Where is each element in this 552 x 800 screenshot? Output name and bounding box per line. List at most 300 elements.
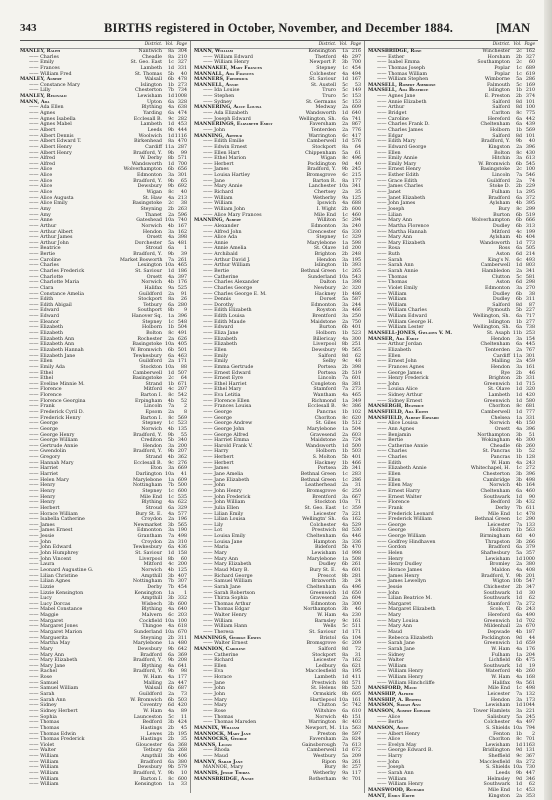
entry-page: 432 — [525, 500, 535, 506]
entry-name: —— Mary Elizabeth — [377, 240, 426, 246]
entry-page: 480 — [177, 641, 187, 647]
entry-volume: 8c — [168, 776, 174, 782]
entry-page: 341 — [351, 466, 361, 472]
entry-district: Wimborne — [484, 77, 510, 83]
entry-district: Prestwich — [311, 528, 336, 534]
entry-district: St. Thomas — [134, 71, 162, 77]
entry-page: 500 — [351, 443, 361, 449]
entry-district: Dewsbury — [137, 646, 162, 652]
entry-volume: 8b — [341, 573, 348, 579]
entry-name: —— Elizabeth Annie — [377, 466, 427, 472]
entry-name: —— Mary — [29, 646, 53, 652]
entry-page: 190 — [177, 528, 187, 534]
entry-page: 454 — [177, 584, 187, 590]
entry-name: MANSFORD, Maud — [368, 685, 417, 692]
entry-district: Colchester — [309, 71, 336, 77]
entry-district: Norwich — [141, 567, 162, 573]
entry-volume: 4b — [167, 398, 174, 404]
entry-volume: 10a — [165, 629, 174, 635]
entry-district: Warrington — [308, 133, 336, 139]
entry-page: 505 — [525, 246, 535, 252]
entry-name: —— Rose — [29, 675, 52, 681]
entry-name: —— Sarah Ann — [29, 697, 66, 703]
entry-volume: 6a — [168, 545, 174, 551]
entry-district: Edmonton — [136, 528, 162, 534]
entry-page: 33 — [180, 782, 187, 788]
entry-name: —— John William — [203, 500, 246, 506]
entry-volume: 2b — [515, 94, 522, 100]
entry-volume: 3b — [515, 477, 522, 483]
entry-district: Wisbech — [141, 601, 162, 607]
entry-district: Bedford — [142, 720, 162, 726]
entry-volume: 11a — [339, 725, 348, 731]
entry-district: W. Ham — [491, 460, 510, 466]
entry-district: I. Wight — [316, 206, 336, 212]
entry-district: Salford — [492, 99, 510, 105]
entry-district: Wiltshire — [313, 708, 336, 714]
entry-district: Kensington — [134, 590, 162, 596]
entry-district: Maldon — [491, 567, 510, 573]
entry-name: —— Bertie — [377, 720, 404, 726]
entry-page: 31 — [354, 483, 361, 489]
entry-name: —— Ethel Harriet — [203, 381, 247, 387]
entry-volume: 1a — [168, 641, 174, 647]
entry-name: —— Florence — [29, 387, 62, 393]
entry-name: —— Martha May — [29, 641, 71, 647]
entry-page: 186 — [177, 268, 187, 274]
entry-district: Poplar — [494, 71, 510, 77]
entry-volume: 4b — [515, 483, 522, 489]
entry-name: —— Lilian Beatrice M. — [377, 596, 432, 602]
entry-name: MANSON, Sarah Ann — [368, 702, 421, 709]
entry-page: 261 — [351, 759, 361, 765]
entry-page: 330 — [351, 229, 361, 235]
entry-name: —— Bertie — [29, 252, 56, 258]
entry-district: Bolton — [146, 331, 162, 337]
entry-page: 200 — [177, 562, 187, 568]
entry-name: —— Walter Henry — [203, 613, 247, 619]
entry-name: —— Ernest Edward — [203, 370, 251, 376]
entry-volume: 7a — [168, 404, 174, 410]
entry-volume: 9b — [167, 432, 174, 438]
entry-volume: 1b — [341, 331, 348, 337]
entry-district: Newport P. — [309, 60, 336, 66]
entry-volume: 9a — [168, 285, 174, 291]
entry-volume: 6a — [342, 517, 348, 523]
entry-volume: 4a — [342, 336, 348, 342]
entry-volume: 3b — [167, 754, 174, 760]
entry-district: Pocklington — [307, 161, 336, 167]
entry-district: Marylebone — [132, 641, 162, 647]
entry-name: —— Harriet Emma — [203, 438, 250, 444]
entry-volume: 4c — [516, 229, 522, 235]
entry-name: —— Herbert — [203, 161, 234, 167]
entry-name: —— Amy — [29, 206, 51, 212]
entry-district: Salford — [492, 133, 510, 139]
entry-volume: 9c — [516, 754, 522, 760]
entry-district: Ormskirk — [313, 692, 336, 698]
entry-volume: 8a — [342, 669, 348, 675]
entry-page: 46 — [528, 370, 535, 376]
entry-volume: 6a — [342, 708, 348, 714]
entry-volume: 1d — [167, 65, 174, 71]
entry-volume: 1d — [515, 393, 522, 399]
entry-volume: 1d — [341, 139, 348, 145]
entry-district: Ross — [498, 246, 510, 252]
entry-volume: 6a — [168, 759, 174, 765]
entry-name: —— William — [377, 302, 407, 308]
entry-volume: 7b — [167, 584, 174, 590]
entry-district: Bradford, Y. — [481, 139, 510, 145]
column-heading-vol: Vol. — [165, 42, 174, 47]
entry-name: —— Edgar — [377, 133, 403, 139]
entry-district: Liverpool — [139, 556, 162, 562]
entry-volume: 3b — [341, 579, 348, 585]
entry-volume: 6b — [167, 347, 174, 353]
entry-district: Wigan — [320, 156, 336, 162]
entry-name: —— Jessie — [29, 534, 55, 540]
entry-name: MANNIX, William — [194, 724, 240, 731]
entry-page: 329 — [177, 505, 187, 511]
entry-page: 24 — [354, 579, 361, 585]
entry-name: —— Lilian — [377, 212, 402, 218]
entry-name: —— John Humphrey — [29, 551, 79, 557]
entry-district: Barton I. — [140, 415, 162, 421]
entry-page: 161 — [351, 618, 361, 624]
entry-page: 310 — [177, 539, 187, 545]
entry-page: 329 — [351, 235, 361, 241]
entry-district: Halifax — [144, 285, 162, 291]
entry-volume: 5a — [516, 551, 522, 557]
entry-name: —— Dennis — [203, 297, 231, 303]
entry-page: 353 — [525, 793, 535, 799]
entry-name: —— Elizabeth — [203, 342, 238, 348]
entry-name: —— Sidney — [29, 703, 57, 709]
entry-district: Birkenhead — [133, 139, 162, 145]
entry-volume: 8b — [167, 308, 174, 314]
entry-page: 131 — [525, 748, 535, 754]
entry-volume: 2a — [516, 144, 522, 150]
entry-name: —— Isabella Catherine — [29, 517, 85, 523]
entry-volume: 2b — [167, 206, 174, 212]
entry-name: —— Elizabeth — [29, 331, 64, 337]
page-header — [20, 22, 538, 36]
entry-district: Guildford — [138, 692, 162, 698]
entry-name: —— Thomas — [29, 720, 60, 726]
entry-volume: 9b — [167, 178, 174, 184]
entry-page: 204 — [525, 652, 535, 658]
entry-district: Basingstoke — [132, 201, 162, 207]
entry-page: 565 — [351, 347, 361, 353]
entry-district: Stepney — [316, 235, 336, 241]
entry-volume: 4a — [168, 105, 174, 111]
entry-district: Basingstoke — [480, 167, 510, 173]
entry-volume: 6c — [342, 488, 348, 494]
entry-volume: 8a — [516, 759, 522, 765]
entry-volume: 2a — [342, 127, 348, 133]
entry-volume: 8d — [341, 353, 348, 359]
entry-name: —— Julia Ellen — [203, 505, 240, 511]
entry-district: Marylebone — [132, 477, 162, 483]
entry-name: —— Elizabeth Hannah — [29, 347, 84, 353]
entry-district: Salford — [492, 302, 510, 308]
entry-page: 478 — [177, 77, 187, 83]
entry-name: —— Edward — [29, 308, 60, 314]
entry-page: 1 — [183, 246, 187, 252]
entry-district: Gravesend — [310, 596, 336, 602]
entry-page: 403 — [351, 720, 361, 726]
entry-district: Bradford, Y. — [133, 252, 162, 258]
entry-district: Wolverhampton — [471, 218, 510, 224]
entry-district: Wandsworth — [479, 240, 510, 246]
entry-volume: 8b — [341, 692, 348, 698]
entry-volume: 4b — [167, 455, 174, 461]
entry-page: 45 — [180, 725, 187, 731]
entry-volume: 3a — [516, 336, 522, 342]
entry-district: Aston — [496, 252, 510, 258]
entry-volume: 1d — [515, 618, 522, 624]
entry-volume: 1d — [341, 675, 348, 681]
entry-volume: 7a — [342, 376, 348, 382]
entry-name: —— Ellen — [29, 359, 53, 365]
entry-district: Brighton — [488, 376, 510, 382]
entry-district: St. Giles — [315, 421, 336, 427]
entry-district: Winchester — [482, 49, 510, 54]
entry-volume: 8c — [168, 415, 174, 421]
entry-page: 102 — [351, 410, 361, 415]
entry-name: —— Sidney Herbert — [29, 708, 78, 714]
entry-district: Ipswich — [317, 201, 336, 207]
entry-page: 313 — [525, 223, 535, 229]
entry-district: W. Ham — [317, 613, 336, 619]
entry-volume: 4a — [516, 646, 522, 652]
entry-page: 641 — [177, 663, 187, 669]
entry-district: Salford — [492, 105, 510, 111]
entry-volume: 3a — [342, 223, 348, 229]
entry-volume: 3a — [342, 539, 348, 545]
entry-volume: 9b — [167, 765, 174, 771]
entry-name: —— Esther Edith — [377, 173, 419, 179]
entry-page: 341 — [351, 184, 361, 190]
entry-volume: 9b — [167, 184, 174, 190]
entry-page: 331 — [525, 415, 535, 421]
entry-name: —— George — [29, 421, 58, 427]
entry-district: St. Geo. East — [304, 505, 336, 511]
entry-volume: 3a — [168, 229, 174, 235]
entry-district: Holborn — [142, 325, 162, 331]
entry-volume: 4a — [168, 274, 174, 280]
entry-name: —— Edward — [203, 325, 234, 331]
entry-district: St. Saviour — [135, 268, 162, 274]
entry-district: Aylsham — [489, 201, 510, 207]
entry-district: Maidstone — [310, 319, 336, 325]
entry-district: Dewsbury — [311, 347, 336, 353]
entry-name: —— Elizabeth Ann — [29, 342, 75, 348]
entry-name: MANSBRIDGE, Rose — [368, 48, 422, 54]
entry-district: Lambeth — [140, 65, 162, 71]
entry-district: Wantham — [313, 393, 336, 399]
entry-volume: 2a — [168, 680, 174, 686]
entry-volume: 8a — [342, 178, 348, 184]
column-heading-district: District. — [144, 42, 163, 47]
entry-district: Guildford — [138, 291, 162, 297]
entry-page: 600 — [177, 601, 187, 607]
entry-page: 61 — [354, 150, 361, 156]
entry-volume: 3a — [168, 443, 174, 449]
entry-district: Barton I. — [140, 393, 162, 399]
entry-page: 367 — [525, 754, 535, 760]
register-column — [20, 41, 190, 793]
entry-volume: 4b — [341, 54, 348, 60]
entry-volume: 1b — [341, 291, 348, 297]
entry-name: —— Harry — [203, 449, 229, 455]
entry-volume: 6c — [342, 641, 348, 647]
entry-volume: 7a — [342, 387, 348, 393]
entry-page: 332 — [177, 596, 187, 602]
entry-district: Islington — [314, 263, 336, 269]
entry-page: 331 — [177, 65, 187, 71]
entry-district: Bradford, Y. — [133, 771, 162, 776]
entry-district: Chippenham — [305, 150, 336, 156]
entry-name: —— Mary Ann — [203, 556, 239, 562]
entry-volume: 3b — [515, 472, 522, 478]
entry-page: 243 — [525, 460, 535, 466]
entry-district: Truro — [322, 94, 336, 100]
entry-name: —— Arthur James — [29, 235, 73, 241]
entry-page: 101 — [525, 99, 535, 105]
entry-page: 613 — [525, 156, 535, 162]
entry-volume: 4a — [168, 511, 174, 517]
column-heading-district: District. — [318, 42, 337, 47]
entry-name: —— Helen — [377, 551, 403, 557]
entry-page: 65 — [180, 178, 187, 184]
entry-volume: 6c — [342, 133, 348, 139]
entry-name: —— George Alfred — [203, 432, 249, 438]
entry-name: —— Ellen — [377, 353, 401, 359]
entry-name: MANSFIELD, Albert Edward — [368, 414, 439, 421]
entry-district: W. Ham — [143, 708, 162, 714]
entry-page: 681 — [525, 404, 535, 410]
entry-page: 397 — [177, 274, 187, 280]
entry-page: 19 — [528, 663, 535, 669]
entry-name: MANSELL, Ada Beatrice — [368, 87, 429, 94]
entry-volume: 4a — [342, 567, 348, 573]
entry-name: —— Mary Ann — [377, 624, 413, 630]
entry-page: 565 — [177, 522, 187, 528]
entry-page: 52 — [180, 398, 187, 404]
entry-volume: 2a — [342, 596, 348, 602]
entry-volume: 1c — [516, 466, 522, 472]
entry-name: —— Ethel — [29, 376, 54, 382]
entry-volume: 8a — [168, 297, 174, 303]
entry-volume: 4a — [516, 426, 522, 432]
entry-page: 407 — [177, 573, 187, 579]
entry-page: 40 — [528, 534, 535, 540]
entry-volume: 6b — [515, 223, 522, 229]
entry-name: —— Jane — [203, 178, 225, 184]
entry-volume: 5b — [167, 438, 174, 444]
entry-name: —— Thomas — [377, 274, 408, 280]
entry-name: —— Stephen — [203, 94, 235, 100]
entry-district: Pancras — [316, 410, 336, 415]
entry-page: 273 — [177, 82, 187, 88]
entry-page: 280 — [177, 302, 187, 308]
entry-district: S. Molton — [312, 455, 336, 461]
entry-volume: 2c — [516, 60, 522, 66]
entry-volume: 2b — [515, 54, 522, 60]
entry-district: Stroud — [145, 505, 162, 511]
entry-name: —— George John — [203, 426, 245, 432]
entry-district: Salford — [318, 353, 336, 359]
entry-volume: 1d — [167, 122, 174, 128]
entry-name: —— Edith Louisa — [203, 314, 245, 320]
entry-name: —— Jane Elizabeth — [203, 477, 250, 483]
entry-name: —— Gordon — [377, 545, 407, 551]
entry-volume: 4b — [167, 426, 174, 432]
entry-name: —— Joseph — [377, 765, 405, 771]
entry-name: —— George James — [377, 370, 423, 376]
entry-volume: 5c — [516, 82, 522, 88]
entry-volume: 2a — [168, 517, 174, 523]
entry-district: Bethnal Green — [300, 477, 336, 483]
entry-page: 336 — [351, 539, 361, 545]
entry-page: 263 — [177, 206, 187, 212]
entry-page: 794 — [525, 725, 535, 731]
entry-page: 580 — [525, 398, 535, 404]
entry-volume: 1d — [167, 94, 174, 100]
entry-volume: 8d — [341, 680, 348, 686]
entry-volume: 2a — [342, 438, 348, 444]
entry-district: Orsett — [146, 274, 162, 280]
entry-district: Mildenhall — [484, 624, 510, 630]
entry-volume: 3b — [167, 601, 174, 607]
entry-page: 221 — [525, 708, 535, 714]
entry-name: —— Ann Agnes — [377, 426, 415, 432]
entry-volume: 1d — [515, 596, 522, 602]
entry-page: 128 — [525, 455, 535, 461]
entry-district: Halifax — [492, 680, 510, 686]
entry-page: 161 — [525, 364, 535, 370]
entry-district: Barnsley — [314, 618, 336, 624]
entry-district: Brighton — [314, 252, 336, 258]
entry-page: 349 — [351, 398, 361, 404]
entry-district: Lanchester — [308, 184, 336, 190]
entry-district: Ecclesall B. — [133, 460, 162, 466]
entry-name: —— Herbert — [29, 505, 60, 511]
entry-district: Bury — [498, 206, 510, 212]
entry-volume: 1a — [516, 652, 522, 658]
entry-page: 401 — [351, 455, 361, 461]
entry-volume: 2a — [342, 122, 348, 128]
register-entry — [194, 777, 361, 783]
entry-volume: 2a — [342, 319, 348, 325]
entry-volume: 4a — [168, 235, 174, 241]
entry-district: Northampton — [477, 432, 510, 438]
entry-volume: 4a — [342, 613, 348, 619]
entry-page: 320 — [525, 387, 535, 393]
entry-district: Lewes — [146, 731, 162, 737]
entry-page: 125 — [351, 195, 361, 201]
entry-page: 417 — [351, 133, 361, 139]
entry-district: Bromsgrove — [306, 173, 336, 179]
entry-volume: 3b — [515, 539, 522, 545]
entry-page: 724 — [351, 438, 361, 444]
entry-district: Carlton — [491, 111, 510, 117]
entry-district: Stepney — [316, 65, 336, 71]
entry-name: —— Lucy Dorcas — [29, 601, 71, 607]
entry-volume: 1b — [341, 410, 348, 415]
entry-volume: 8c — [342, 156, 348, 162]
